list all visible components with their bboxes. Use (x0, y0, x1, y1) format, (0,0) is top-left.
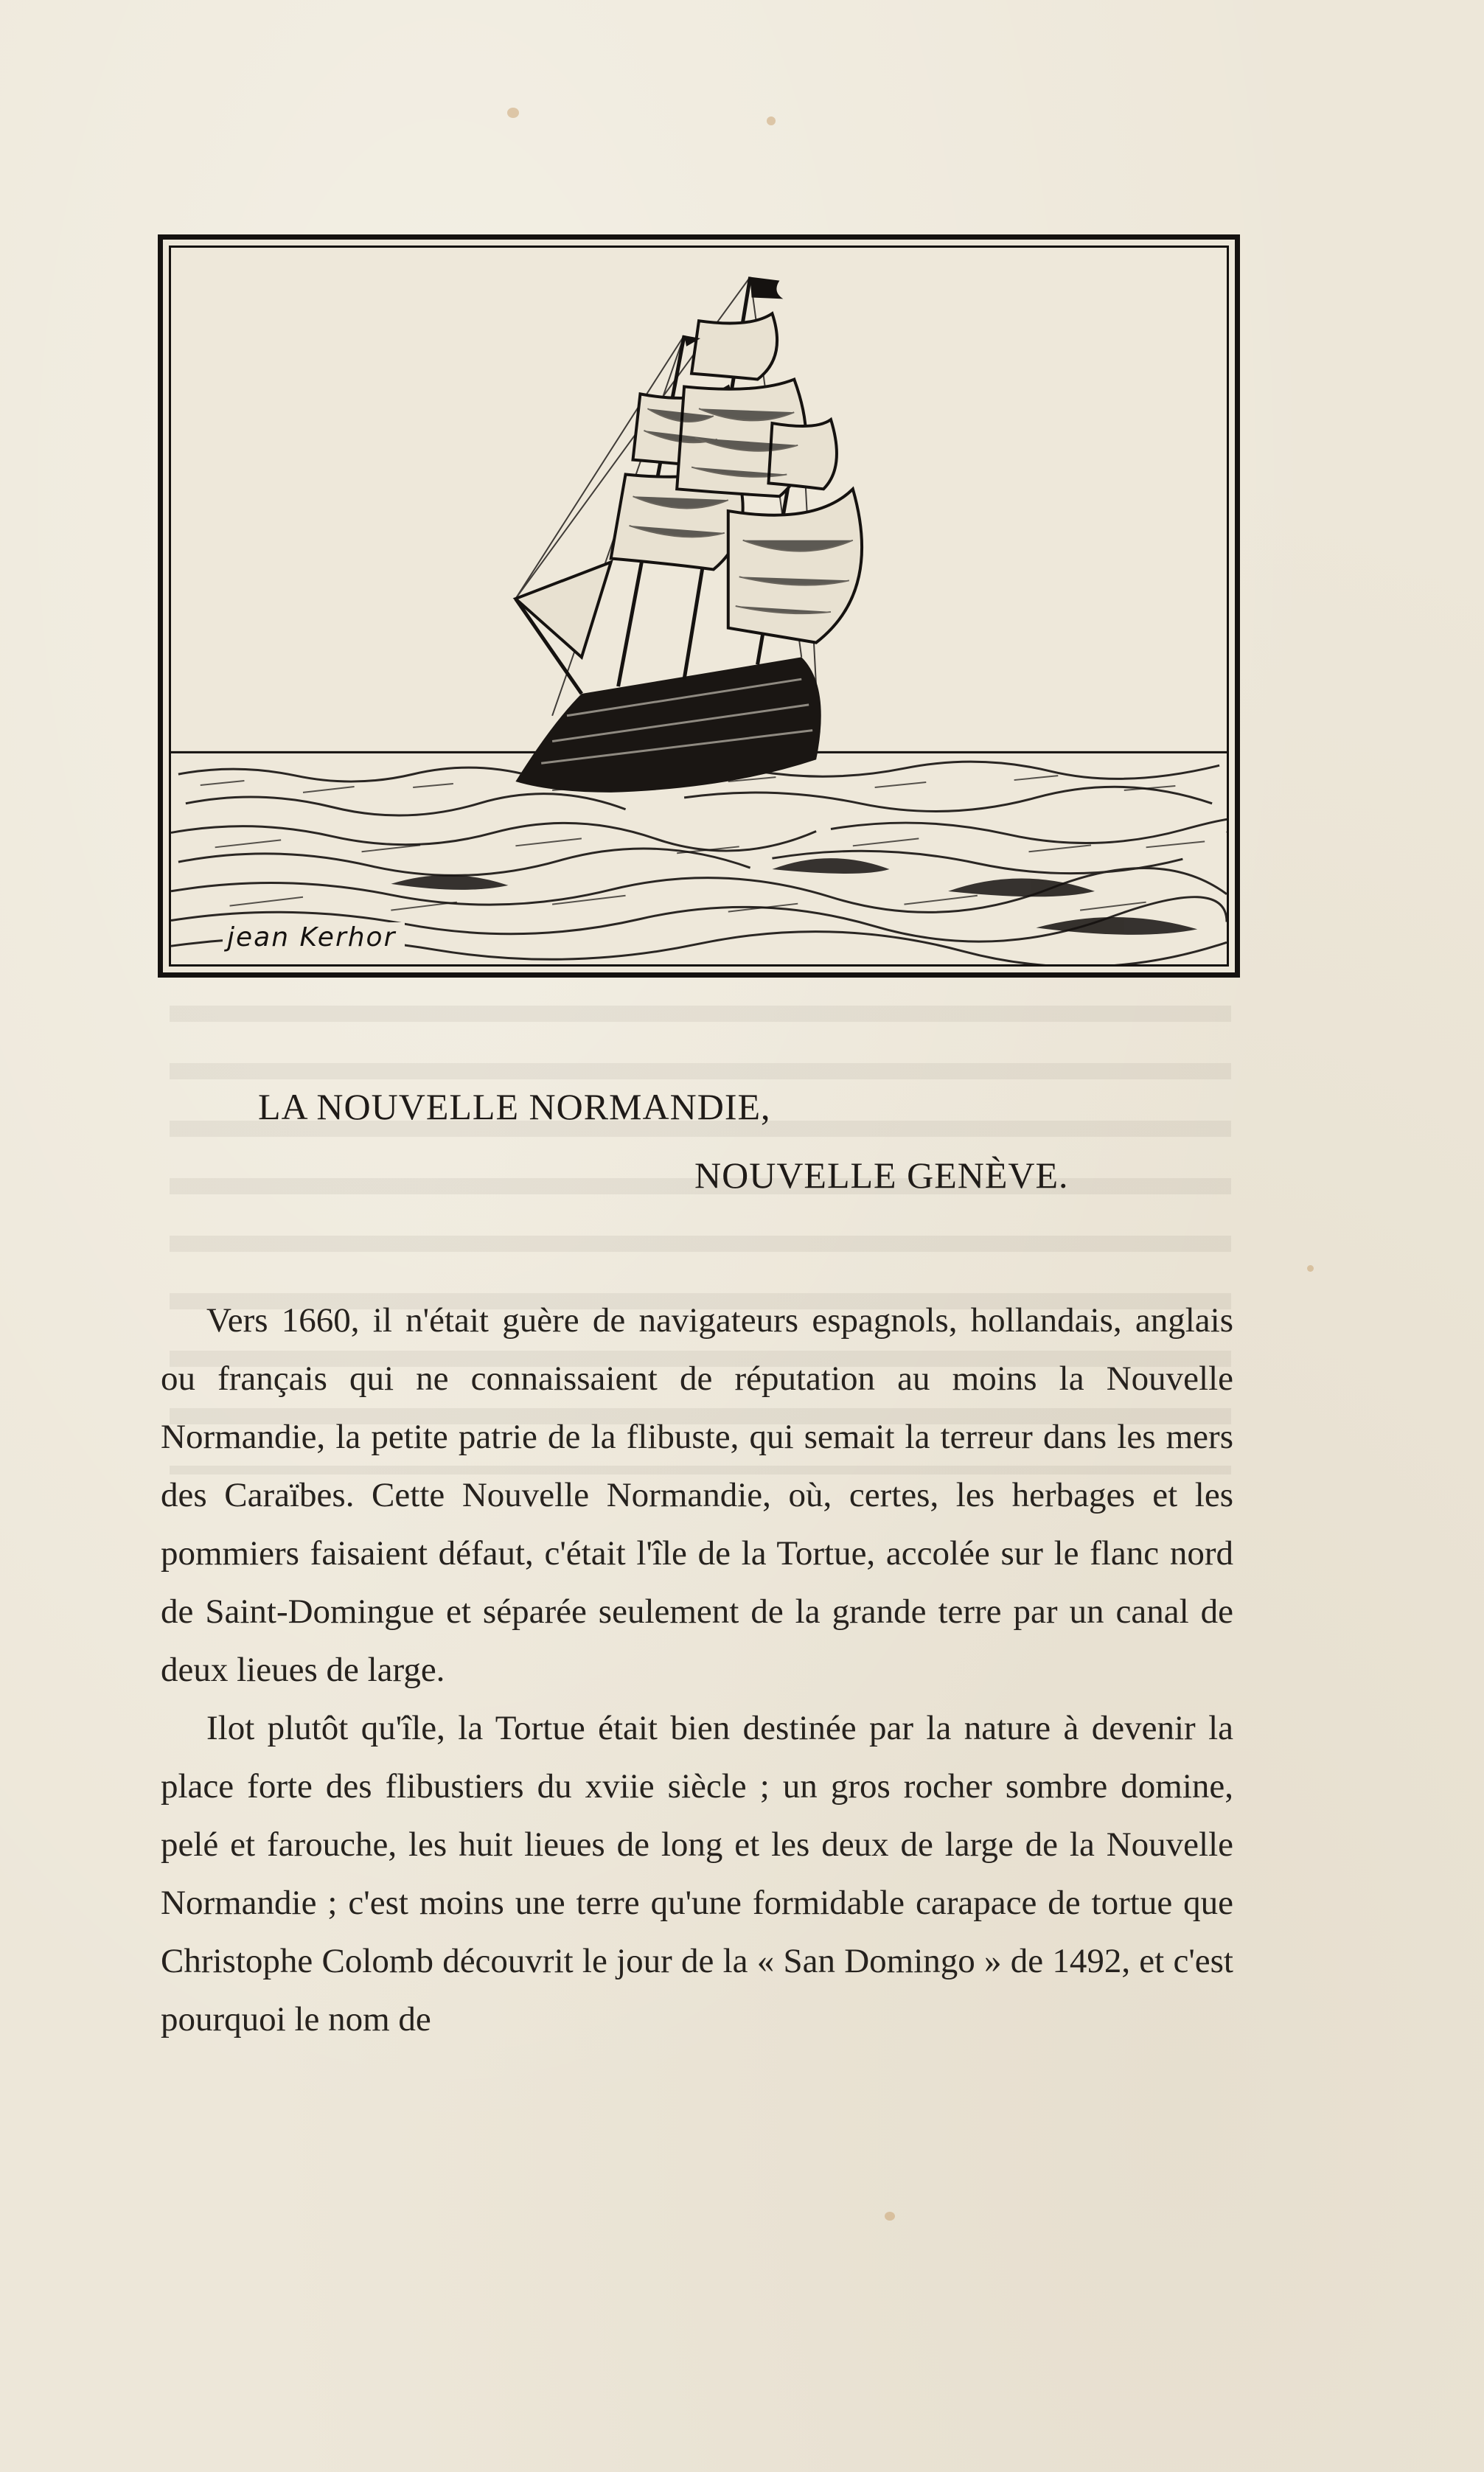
chapter-body-text (161, 1292, 1233, 2049)
ship-engraving-icon (171, 248, 1227, 964)
foxing-spot (1307, 1265, 1314, 1272)
foxing-spot (507, 108, 519, 118)
paragraph-1: Vers 1660, il n'était guère de navigateurs espagnols, hollandais, anglais ou français qui ne connaissaient de réputation au moins la Nouvelle Normandie, la petite patrie de la flibuste, qui semait la terreur dans les mers des Caraïbes. Cette Nouvelle Normandie, où, certes, les herbages et les pommiers faisaient défaut, c'était l'île de la Tortue, accolée sur le flanc nord de Saint-Domingue et séparée seulement de la grande terre par un canal de deux lieues de large. (161, 1301, 1233, 1689)
chapter-title-line-1: LA NOUVELLE NORMANDIE, (258, 1086, 771, 1127)
illustration-frame (169, 246, 1229, 967)
chapter-title-line-2: NOUVELLE GENÈVE. (694, 1155, 1069, 1196)
foxing-spot (885, 2212, 895, 2221)
ship-illustration (158, 234, 1240, 978)
paragraph-2: Ilot plutôt qu'île, la Tortue était bien destinée par la nature à devenir la place forte des flibustiers du xviie siècle ; un gros rocher sombre domine, pelé et farouche, les huit lieues de long et les deux de large de la Nouvelle Normandie ; c'est moins une terre qu'une formidable carapace de tortue que Christophe Colomb découvrit le jour de la « San Domingo » de 1492, et c'est pourquoi le nom de (161, 1709, 1233, 2038)
artist-signature: jean Kerhor (223, 922, 405, 953)
foxing-spot (767, 116, 776, 125)
